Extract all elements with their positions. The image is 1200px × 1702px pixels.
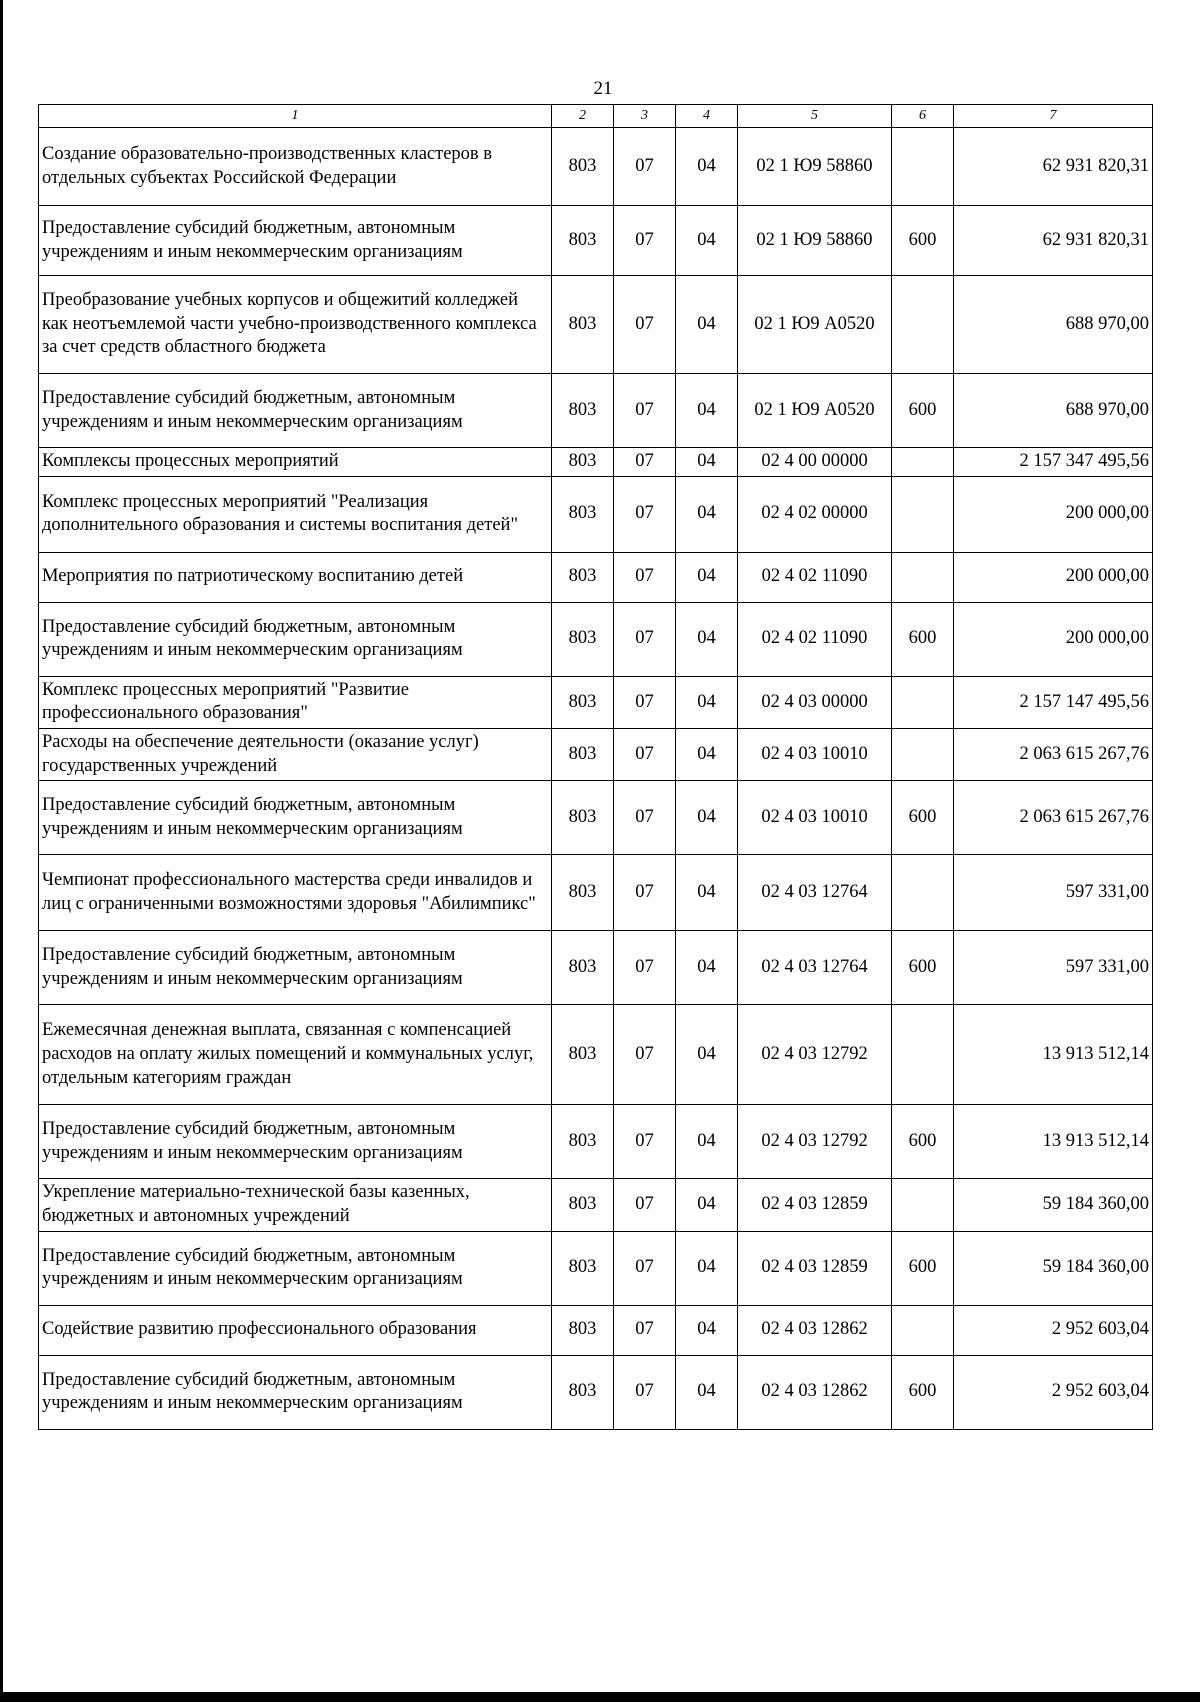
target-article-cell: 02 4 03 12862: [738, 1355, 892, 1429]
expense-type-cell: [892, 1005, 954, 1105]
column-number: 6: [892, 105, 954, 128]
ministry-code-cell: 803: [552, 729, 614, 781]
amount-cell: 597 331,00: [954, 855, 1153, 931]
item-name-cell: Предоставление субсидий бюджетным, автономным учреждениям и иным некоммерческим организациям: [39, 1231, 552, 1305]
amount-cell: 688 970,00: [954, 276, 1153, 374]
item-name-cell: Комплексы процессных мероприятий: [39, 448, 552, 477]
table-row: [39, 676, 1153, 728]
item-name-cell: Мероприятия по патриотическому воспитанию детей: [39, 552, 552, 602]
ministry-code-cell: 803: [552, 931, 614, 1005]
subsection-code-cell: 04: [676, 1005, 738, 1105]
table-row: [39, 1231, 1153, 1305]
table-row: [39, 1105, 1153, 1179]
ministry-code-cell: 803: [552, 1231, 614, 1305]
budget-table: [38, 104, 1153, 1430]
expense-type-cell: [892, 276, 954, 374]
target-article-cell: 02 4 02 11090: [738, 602, 892, 676]
subsection-code-cell: 04: [676, 729, 738, 781]
item-name-cell: Чемпионат профессионального мастерства среди инвалидов и лиц с ограниченными возможностями здоровья "Абилимпикс": [39, 855, 552, 931]
page-number: 21: [593, 78, 613, 99]
expense-type-cell: [892, 1305, 954, 1355]
table-row: [39, 1355, 1153, 1429]
ministry-code-cell: 803: [552, 1105, 614, 1179]
item-name-cell: Предоставление субсидий бюджетным, автономным учреждениям и иным некоммерческим организациям: [39, 1105, 552, 1179]
subsection-code-cell: 04: [676, 552, 738, 602]
amount-cell: 200 000,00: [954, 552, 1153, 602]
table-row: [39, 374, 1153, 448]
expense-type-cell: [892, 1179, 954, 1231]
amount-cell: 59 184 360,00: [954, 1231, 1153, 1305]
column-number-row: [39, 105, 1153, 128]
expense-type-cell: [892, 676, 954, 728]
target-article-cell: 02 4 03 10010: [738, 729, 892, 781]
amount-cell: 200 000,00: [954, 602, 1153, 676]
expense-type-cell: [892, 476, 954, 552]
section-code-cell: 07: [614, 729, 676, 781]
item-name-cell: Предоставление субсидий бюджетным, автономным учреждениям и иным некоммерческим организациям: [39, 781, 552, 855]
item-name-cell: Укрепление материально-технической базы казенных, бюджетных и автономных учреждений: [39, 1179, 552, 1231]
table-row: [39, 781, 1153, 855]
item-name-cell: Создание образовательно-производственных кластеров в отдельных субъектах Российской Федерации: [39, 128, 552, 206]
section-code-cell: 07: [614, 206, 676, 276]
column-number: 1: [39, 105, 552, 128]
table-row: [39, 931, 1153, 1005]
ministry-code-cell: 803: [552, 1179, 614, 1231]
subsection-code-cell: 04: [676, 374, 738, 448]
section-code-cell: 07: [614, 552, 676, 602]
column-number: 5: [738, 105, 892, 128]
subsection-code-cell: 04: [676, 276, 738, 374]
item-name-cell: Предоставление субсидий бюджетным, автономным учреждениям и иным некоммерческим организациям: [39, 602, 552, 676]
section-code-cell: 07: [614, 374, 676, 448]
amount-cell: 2 952 603,04: [954, 1305, 1153, 1355]
item-name-cell: Предоставление субсидий бюджетным, автономным учреждениям и иным некоммерческим организациям: [39, 374, 552, 448]
section-code-cell: 07: [614, 1105, 676, 1179]
expense-type-cell: 600: [892, 602, 954, 676]
amount-cell: 13 913 512,14: [954, 1105, 1153, 1179]
expense-type-cell: [892, 128, 954, 206]
subsection-code-cell: 04: [676, 1231, 738, 1305]
item-name-cell: Предоставление субсидий бюджетным, автономным учреждениям и иным некоммерческим организациям: [39, 206, 552, 276]
amount-cell: 688 970,00: [954, 374, 1153, 448]
amount-cell: 597 331,00: [954, 931, 1153, 1005]
expense-type-cell: 600: [892, 1105, 954, 1179]
subsection-code-cell: 04: [676, 476, 738, 552]
ministry-code-cell: 803: [552, 1355, 614, 1429]
scan-bottom-border: [0, 1692, 1200, 1702]
section-code-cell: 07: [614, 676, 676, 728]
target-article-cell: 02 4 03 12764: [738, 855, 892, 931]
ministry-code-cell: 803: [552, 1305, 614, 1355]
column-number: 2: [552, 105, 614, 128]
amount-cell: 2 157 347 495,56: [954, 448, 1153, 477]
target-article-cell: 02 4 03 12792: [738, 1105, 892, 1179]
subsection-code-cell: 04: [676, 855, 738, 931]
item-name-cell: Предоставление субсидий бюджетным, автономным учреждениям и иным некоммерческим организациям: [39, 1355, 552, 1429]
expense-type-cell: 600: [892, 781, 954, 855]
expense-type-cell: [892, 448, 954, 477]
subsection-code-cell: 04: [676, 448, 738, 477]
target-article-cell: 02 1 Ю9 А0520: [738, 374, 892, 448]
section-code-cell: 07: [614, 1305, 676, 1355]
column-number: 3: [614, 105, 676, 128]
ministry-code-cell: 803: [552, 276, 614, 374]
column-number: 4: [676, 105, 738, 128]
target-article-cell: 02 4 03 12764: [738, 931, 892, 1005]
subsection-code-cell: 04: [676, 602, 738, 676]
expense-type-cell: 600: [892, 1231, 954, 1305]
expense-type-cell: 600: [892, 374, 954, 448]
amount-cell: 2 063 615 267,76: [954, 729, 1153, 781]
section-code-cell: 07: [614, 476, 676, 552]
target-article-cell: 02 4 02 11090: [738, 552, 892, 602]
section-code-cell: 07: [614, 1355, 676, 1429]
expense-type-cell: [892, 855, 954, 931]
table-row: [39, 1179, 1153, 1231]
amount-cell: 62 931 820,31: [954, 206, 1153, 276]
amount-cell: 2 063 615 267,76: [954, 781, 1153, 855]
amount-cell: 13 913 512,14: [954, 1005, 1153, 1105]
section-code-cell: 07: [614, 448, 676, 477]
item-name-cell: Предоставление субсидий бюджетным, автономным учреждениям и иным некоммерческим организациям: [39, 931, 552, 1005]
target-article-cell: 02 1 Ю9 58860: [738, 128, 892, 206]
subsection-code-cell: 04: [676, 781, 738, 855]
table-row: [39, 128, 1153, 206]
expense-type-cell: [892, 729, 954, 781]
column-number: 7: [954, 105, 1153, 128]
table-row: [39, 206, 1153, 276]
subsection-code-cell: 04: [676, 128, 738, 206]
section-code-cell: 07: [614, 931, 676, 1005]
target-article-cell: 02 4 03 10010: [738, 781, 892, 855]
subsection-code-cell: 04: [676, 1305, 738, 1355]
subsection-code-cell: 04: [676, 1179, 738, 1231]
item-name-cell: Комплекс процессных мероприятий "Реализация дополнительного образования и системы воспитания детей": [39, 476, 552, 552]
subsection-code-cell: 04: [676, 931, 738, 1005]
ministry-code-cell: 803: [552, 781, 614, 855]
subsection-code-cell: 04: [676, 1355, 738, 1429]
amount-cell: 200 000,00: [954, 476, 1153, 552]
ministry-code-cell: 803: [552, 448, 614, 477]
item-name-cell: Содействие развитию профессионального образования: [39, 1305, 552, 1355]
table-row: [39, 1305, 1153, 1355]
table-body: [39, 128, 1153, 1430]
subsection-code-cell: 04: [676, 676, 738, 728]
target-article-cell: 02 4 00 00000: [738, 448, 892, 477]
target-article-cell: 02 4 03 12859: [738, 1179, 892, 1231]
ministry-code-cell: 803: [552, 476, 614, 552]
expense-type-cell: [892, 552, 954, 602]
section-code-cell: 07: [614, 602, 676, 676]
expense-type-cell: 600: [892, 1355, 954, 1429]
ministry-code-cell: 803: [552, 676, 614, 728]
table-row: [39, 729, 1153, 781]
amount-cell: 2 952 603,04: [954, 1355, 1153, 1429]
table-row: [39, 602, 1153, 676]
expense-type-cell: 600: [892, 931, 954, 1005]
target-article-cell: 02 1 Ю9 А0520: [738, 276, 892, 374]
ministry-code-cell: 803: [552, 374, 614, 448]
section-code-cell: 07: [614, 1179, 676, 1231]
target-article-cell: 02 4 03 00000: [738, 676, 892, 728]
target-article-cell: 02 4 03 12859: [738, 1231, 892, 1305]
target-article-cell: 02 1 Ю9 58860: [738, 206, 892, 276]
ministry-code-cell: 803: [552, 128, 614, 206]
table-row: [39, 448, 1153, 477]
item-name-cell: Расходы на обеспечение деятельности (оказание услуг) государственных учреждений: [39, 729, 552, 781]
section-code-cell: 07: [614, 781, 676, 855]
section-code-cell: 07: [614, 128, 676, 206]
table-row: [39, 476, 1153, 552]
subsection-code-cell: 04: [676, 1105, 738, 1179]
ministry-code-cell: 803: [552, 206, 614, 276]
amount-cell: 2 157 147 495,56: [954, 676, 1153, 728]
item-name-cell: Комплекс процессных мероприятий "Развитие профессионального образования": [39, 676, 552, 728]
table-row: [39, 552, 1153, 602]
table-row: [39, 276, 1153, 374]
ministry-code-cell: 803: [552, 602, 614, 676]
target-article-cell: 02 4 03 12792: [738, 1005, 892, 1105]
target-article-cell: 02 4 03 12862: [738, 1305, 892, 1355]
ministry-code-cell: 803: [552, 552, 614, 602]
table-row: [39, 1005, 1153, 1105]
table-row: [39, 855, 1153, 931]
section-code-cell: 07: [614, 1005, 676, 1105]
amount-cell: 62 931 820,31: [954, 128, 1153, 206]
subsection-code-cell: 04: [676, 206, 738, 276]
item-name-cell: Ежемесячная денежная выплата, связанная с компенсацией расходов на оплату жилых помещений и коммунальных услуг, отдельным категориям граждан: [39, 1005, 552, 1105]
amount-cell: 59 184 360,00: [954, 1179, 1153, 1231]
scan-left-border: [0, 0, 3, 1702]
section-code-cell: 07: [614, 1231, 676, 1305]
section-code-cell: 07: [614, 855, 676, 931]
section-code-cell: 07: [614, 276, 676, 374]
ministry-code-cell: 803: [552, 1005, 614, 1105]
item-name-cell: Преобразование учебных корпусов и общежитий колледжей как неотъемлемой части учебно-производственного комплекса за счет средств областного бюджета: [39, 276, 552, 374]
ministry-code-cell: 803: [552, 855, 614, 931]
expense-type-cell: 600: [892, 206, 954, 276]
target-article-cell: 02 4 02 00000: [738, 476, 892, 552]
